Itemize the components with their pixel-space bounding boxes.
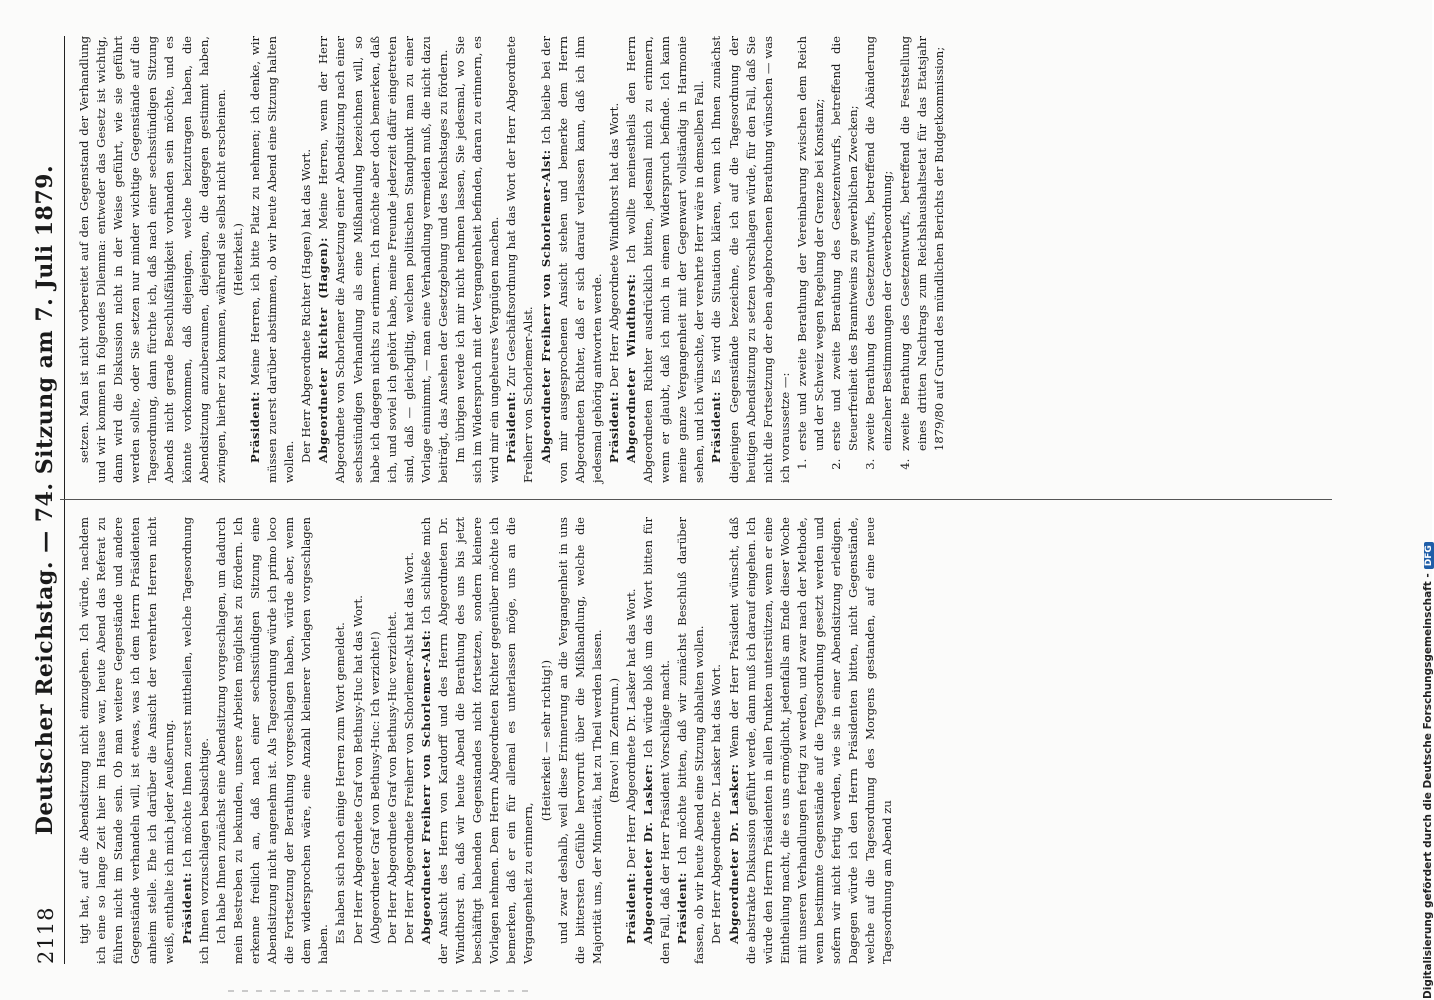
speaker-name: Präsident: xyxy=(179,872,194,944)
speech-text: Ich würde bloß um das Wort bitten für den Fall, daß der Herr Präsident Vorschläge macht. xyxy=(641,517,673,964)
speech-paragraph xyxy=(623,36,708,483)
agenda-item: 2. erste und zweite Berathung des Gesetzentwurfs, betreffend die Steuerfreiheit des Branntweins zu gewerblichen Zwecken; xyxy=(828,36,862,455)
speech-text: Ich schließe mich der Ansicht des Herrn von Kardorff und des Herrn Abgeordneten Dr. Windthorst an, daß wir heute Abend die Berathung des uns bis jetzt beschäftigt habenden Gegenstandes nicht fortsetzen, sondern kleinere Vorlagen nehmen. Dem Herrn Abgeordneten Richter gegenüber möchte ich bemerken, daß er ein für allemal es unterlassen möge, uns an die Vergangenheit zu erinnern, xyxy=(418,516,536,964)
speech-paragraph xyxy=(606,36,623,483)
agenda-item: 1. erste und zweite Berathung der Vereinbarung zwischen dem Reich und der Schweiz wegen Regelung der Grenze bei Konstanz; xyxy=(794,36,828,455)
paragraph: tigt hat, auf die Abendsitzung nicht einzugehen. Ich würde, nachdem ich eine so lange Zeit hier im Hause war, heute Abend das Referat zu führen nicht im Stande sein. Ob man weitere Gegenstände und andere Gegenstände verhandeln will, ist etwas, was ich dem Herrn Präsidenten anheim stelle. Ehe ich darüber die Ansicht der verehrten Herren nicht weiß, enthalte ich mich jeder Aeußerung. xyxy=(77,517,177,964)
speaker-name: Präsident: xyxy=(675,872,690,944)
page-header xyxy=(26,36,65,964)
paragraph: Der Herr Abgeordnete Richter (Hagen) hat das Wort. xyxy=(299,148,314,463)
speaker-name: Präsident: xyxy=(606,391,621,463)
paragraph: und zwar deshalb, weil diese Erinnerung an die Vergangenheit in uns die bittersten Gefühle hervorruft über die Mißhandlung, welche die Majorität uns, der Minorität, hat zu Theil werden lassen. xyxy=(555,517,604,964)
speaker-name: Präsident: xyxy=(504,391,519,463)
speech-text: Zur Geschäftsordnung hat das Wort der Herr Abgeordnete Freiherr von Schorlemer-Alst. xyxy=(504,36,536,483)
speech-paragraph xyxy=(623,517,640,964)
speech-text: Ich wollte meinestheils den Herrn Abgeordneten Richter ausdrücklich bitten, jedesmal mich zu erinnern, wenn er glaubt, daß ich mich in einem Widerspruch befinde. Ich kann meine ganze Vergangenheit mit der Gegenwart vollständig in Harmonie sehen, und ich wünschte, der verehrte Herr wäre in demselben Fall. xyxy=(624,35,707,483)
speech-paragraph xyxy=(503,36,537,483)
right-column xyxy=(76,36,1340,483)
agenda-item: 3. zweite Berathung des Gesetzentwurfs, betreffend die Abänderung einzelner Bestimmungen der Gewerbeordnung; xyxy=(862,36,896,455)
speech-text: Ich möchte Ihnen zuerst mittheilen, welche Tagesordnung ich Ihnen vorzuschlagen beabsichtige. xyxy=(179,516,211,964)
paragraph: Es haben sich noch einige Herren zum Wort gemeldet. xyxy=(333,622,348,944)
speech-text: Meine Herren, ich bitte Platz zu nehmen; ich denke, wir müssen zuerst darüber abstimmen, ob wir heute Abend eine Sitzung halten wollen. xyxy=(247,35,297,483)
speech-text: Meine Herren, wenn der Herr Abgeordnete von Schorlemer die Ansetzung einer Abendsitzung nach einer sechsstündigen Verhandlung als eine Mißhandlung bezeichnen will, so habe ich dagegen nichts zu erinnern. Ich möchte aber doch bemerken, daß ich, und soviel ich gehört habe, meine Freunde jederzeit dafür eingetreten sind, daß — gleichgiltig, welchen politischen Standpunkt man zu einer Vorlage einnimmt, — man eine Verhandlung vermeiden muß, die nicht dazu beiträgt, das Ansehen der Gesetzgebung und des Reichstages zu fördern. xyxy=(316,35,450,483)
speech-text: Der Herr Abgeordnete Windthorst hat das Wort. xyxy=(606,102,621,388)
paragraph: Ich habe Ihnen zunächst eine Abendsitzung vorgeschlagen, um dadurch mein Bestreben zu bekunden, unsere Arbeiten möglichst zu fördern. Ich erkenne freilich an, daß nach einer sechsstündigen Sitzung eine Abendsitzung nicht angenehm ist. Als Tagesordnung würde ich primo loco die Fortsetzung der Berathung vorgeschlagen haben, würde aber, wenn dem widersprochen wäre, eine Anzahl kleinerer Vorlagen vorgeschlagen haben. xyxy=(213,517,331,964)
speech-paragraph xyxy=(315,36,452,483)
speaker-name: Präsident: xyxy=(247,391,262,463)
speech-paragraph xyxy=(708,36,793,483)
speech-paragraph xyxy=(640,517,674,964)
interjection: (Heiterkeit — sehr richtig!) xyxy=(538,659,553,822)
running-title: Deutscher Reichstag. — 74. Sitzung am 7. Juli 1879. xyxy=(32,164,58,836)
speaker-name: Abgeordneter Freiherr von Schorlemer-Alst: xyxy=(538,149,553,463)
agenda-item: 4. zweite Berathung des Gesetzentwurfs, betreffend die Feststellung eines dritten Nachtrags zum Reichshaushaltsetat für das Etatsjahr 1879/80 auf Grund des mündlichen Berichts der Budgetkommission; xyxy=(897,36,948,455)
page-number: 2118 xyxy=(34,906,58,964)
speaker-name: Abgeordneter Windthorst: xyxy=(624,273,638,463)
interjection: (Bravo! im Zentrum.) xyxy=(606,678,621,804)
speech-paragraph xyxy=(674,517,708,964)
interjection: (Heiterkeit.) xyxy=(230,223,245,296)
speech-text: Wenn der Herr Präsident wünscht, daß die abstrakte Diskussion geführt werde, dann muß ich darauf eingehen. Ich würde den Herrn Präsidenten in allen Punkten unterstützen, wenn er eine Eintheilung macht, die es uns ermöglicht, jedenfalls am Ende dieser Woche mit unseren Verhandlungen fertig zu werden, und zwar nach der Methode, wenn bestimmte Gegenstände auf die Tagesordnung gesetzt werden und sofern wir nicht fertig werden, wie sie in einer Abendsitzung erledigen. Dagegen würde ich den Herrn Präsidenten bitten, nicht Gegenstände, welche auf die Tagesordnung des Morgens gestanden, auf eine neue Tagesordnung am Abend zu xyxy=(726,516,895,964)
speech-paragraph xyxy=(538,36,606,483)
speech-paragraph xyxy=(726,517,897,964)
speech-paragraph xyxy=(418,517,538,964)
paragraph: setzen. Man ist nicht vorbereitet auf den Gegenstand der Verhandlung und wir kommen in folgendes Dilemma: entweder das Gesetz ist wichtig, dann wird die Diskussion nicht in der Weise geführt, wie sie geführt werden sollte, oder Sie setzen nur minder wichtige Gegenstände auf die Tagesordnung, dann fürchte ich, daß nach einer sechsstündigen Sitzung Abends nicht gerade Beschlußfähigkeit vorhanden sein möchte, und es könnte vorkommen, daß diejenigen, welche beizutragen haben, die Abendsitzung anzuberaumen, diejenigen, die dagegen gestimmt haben, zwingen, hierher zu kommen, während sie selbst nicht erscheinen. xyxy=(77,36,228,483)
speaker-name: Präsident: xyxy=(624,872,638,944)
left-column xyxy=(76,517,1340,964)
paragraph: Der Herr Abgeordnete Graf von Bethusy-Huc verzichtet. xyxy=(384,611,399,944)
speaker-name: Abgeordneter Dr. Lasker: xyxy=(726,763,741,944)
digitization-credit xyxy=(1422,542,1434,999)
speaker-name: Abgeordneter Richter (Hagen): xyxy=(316,237,331,463)
speech-text: Es wird die Situation klären, wenn ich Ihnen zunächst diejenigen Gegenstände bezeichne, die ich auf die Tagesordnung der heutigen Abendsitzung zu setzen vorschlagen würde, für den Fall, daß Sie nicht die Fortsetzung der eben abgebrochenen Berathung wünschen — was ich voraussetze —: xyxy=(709,35,792,483)
speech-paragraph xyxy=(179,517,213,964)
paragraph: Der Herr Abgeordnete Dr. Lasker hat das Wort. xyxy=(709,664,724,944)
speech-text: Ich möchte bitten, daß wir zunächst Beschluß darüber fassen, ob wir heute Abend eine Sitzung abhalten wollen. xyxy=(675,516,707,964)
paragraph: Der Herr Abgeordnete Freiherr von Schorlemer-Alst hat das Wort. xyxy=(401,552,416,944)
agenda-list xyxy=(794,36,948,479)
speech-text: Der Herr Abgeordnete Dr. Lasker hat das Wort. xyxy=(624,588,638,869)
scan-artifact xyxy=(228,990,528,992)
speaker-name: Abgeordneter Dr. Lasker: xyxy=(641,763,656,944)
speech-paragraph xyxy=(247,36,298,483)
paragraph: Der Herr Abgeordnete Graf von Bethusy-Huc hat das Wort. xyxy=(350,595,365,944)
speech-text: Ich bleibe bei der von mir ausgesprochenen Ansicht stehen und bemerke dem Herrn Abgeordneten Richter, daß er sich darauf verlassen kann, daß ich ihm jedesmal gehörig antworten werde. xyxy=(538,35,604,483)
speaker-name: Abgeordneter Freiherr von Schorlemer-Alst: xyxy=(418,629,433,944)
paragraph: Im übrigen werde ich mir nicht nehmen lassen, Sie jedesmal, wo Sie sich im Widerspruch mit der Vergangenheit befinden, daran zu erinnern, es wird mir ein ungeheures Vergnügen machen. xyxy=(453,36,502,483)
text-columns xyxy=(76,36,1340,964)
dfg-logo: DFG xyxy=(1424,542,1434,569)
speaker-name: Präsident: xyxy=(709,391,724,463)
paragraph: (Abgeordneter Graf von Bethusy-Huc: Ich verzichte!) xyxy=(367,631,382,944)
credit-text: Digitalisierung gefördert durch die Deutsche Forschungsgemeinschaft - xyxy=(1422,573,1434,999)
